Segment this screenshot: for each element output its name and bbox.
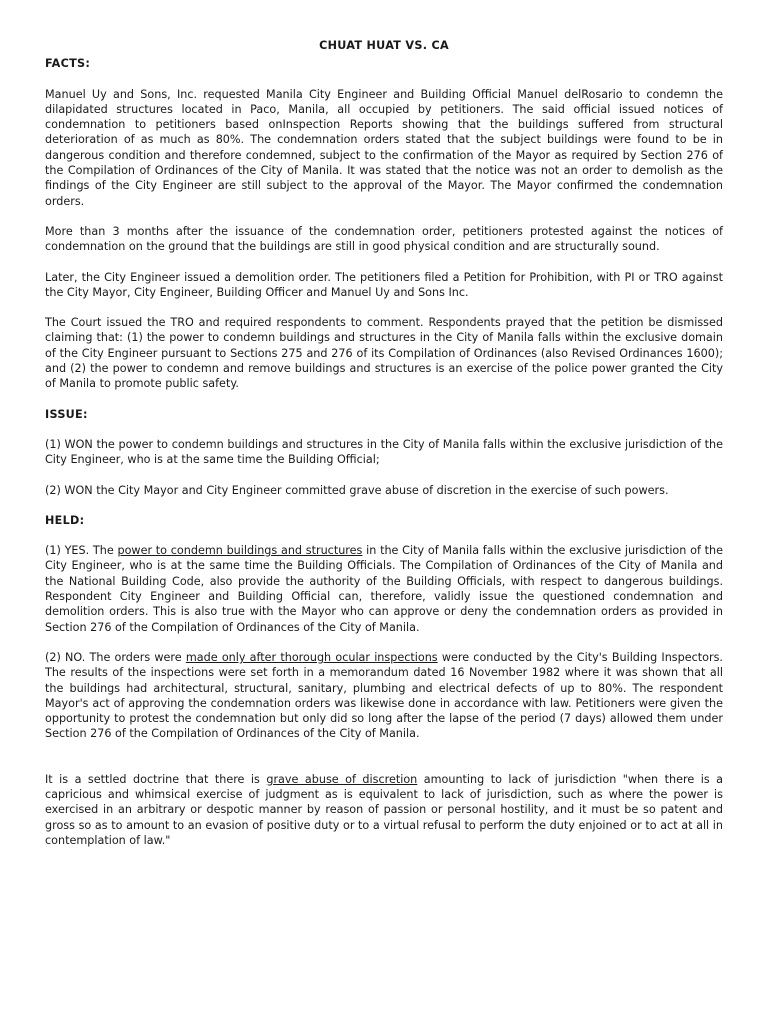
held-heading: HELD: <box>45 513 85 527</box>
facts-paragraph-4: The Court issued the TRO and required respondents to comment. Respondents prayed that the petition be dismissed claiming that: (1) the power to condemn buildings and structures in the City of Manila falls within the exclusive domain of the City Engineer pursuant to Sections 275 and 276 of its Compilation of Ordinances (also Revised Ordinances 1600); and (2) the power to condemn and remove buildings and structures is an exercise of the police power granted the City of Manila to promote public safety. <box>45 316 723 391</box>
facts-heading: FACTS: <box>45 57 91 71</box>
held-paragraph-3 <box>45 772 723 848</box>
held-p3-text-start: It is a settled doctrine that there is <box>45 772 267 786</box>
held-p1-underlined: power to condemn buildings and structures <box>117 544 363 558</box>
held-paragraph-2 <box>45 650 723 742</box>
held-p2-text-start: (2) NO. The orders were <box>45 650 186 664</box>
document-title: CHUAT HUAT VS. CA <box>319 39 449 52</box>
held-p2-underlined: made only after thorough ocular inspections <box>185 650 438 664</box>
facts-paragraph-2: More than 3 months after the issuance of the condemnation order, petitioners protested against the notices of condemnation on the ground that the buildings are still in good physical condition and are structurally sound. <box>45 224 723 254</box>
held-paragraph-1 <box>45 543 723 635</box>
issue-paragraph-2: (2) WON the City Mayor and City Engineer committed grave abuse of discretion in the exercise of such powers. <box>45 483 669 497</box>
issue-heading: ISSUE: <box>45 407 88 421</box>
facts-paragraph-3: Later, the City Engineer issued a demolition order. The petitioners filed a Petition for Prohibition, with PI or TRO against the City Mayor, City Engineer, Building Officer and Manuel Uy and Sons Inc. <box>45 270 723 299</box>
document-page <box>45 38 723 863</box>
issue-paragraph-1: (1) WON the power to condemn buildings and structures in the City of Manila falls within the exclusive jurisdiction of the City Engineer, who is at the same time the Building Official; <box>45 437 723 467</box>
held-p1-text-end: in the City of Manila falls within the exclusive jurisdiction of the City Engineer, who is at the same time the Building Officials. The Compilation of Ordinances of the City of Manila and the National Building Code, also provide the authority of the Building Officials, with respect to dangerous buildings. Respondent City Engineer and Building Official can, therefore, validly issue the questioned condemnation and demolition orders. This is also true with the Mayor who can approve or deny the condemnation orders as provided in Section 276 of the Compilation of Ordinances of the City of Manila. <box>45 544 723 634</box>
facts-paragraph-1: Manuel Uy and Sons, Inc. requested Manila City Engineer and Building Official Manuel delRosario to condemn the dilapidated structures located in Paco, Manila, all occupied by petitioners. The said official issued notices of condemnation to petitioners based onInspection Reports showing that the buildings suffered from structural deterioration of as much as 80%. The condemnation orders stated that the subject buildings were found to be in dangerous condition and therefore condemned, subject to the confirmation of the Mayor as required by Section 276 of the Compilation of Ordinances of the City of Manila. It was stated that the notice was not an order to demolish as the findings of the City Engineer are still subject to the approval of the Mayor. The Mayor confirmed the condemnation orders. <box>45 87 723 208</box>
held-p2-text-end: were conducted by the City's Building Inspectors. The results of the inspections were set forth in a memorandum dated 16 November 1982 where it was shown that all the buildings had architectural, structural, sanitary, plumbing and electrical defects of up to 80%. The respondent Mayor's act of approving the condemnation orders was likewise done in accordance with law. Petitioners were given the opportunity to protest the condemnation but only did so long after the lapse of the period (7 days) allowed them under Section 276 of the Compilation of Ordinances of the City of Manila. <box>45 650 723 741</box>
held-p1-text-start: (1) YES. The <box>45 544 118 558</box>
held-p3-text-end: amounting to lack of jurisdiction "when there is a capricious and whimsical exercise of judgment as is equivalent to lack of jurisdiction, such as where the power is exercised in an arbitrary or despotic manner by reason of passion or personal hostility, and it must be so patent and gross so as to amount to an evasion of positive duty or to a virtual refusal to perform the duty enjoined or to act at all in contemplation of law." <box>45 772 723 847</box>
held-p3-underlined: grave abuse of discretion <box>266 772 418 786</box>
